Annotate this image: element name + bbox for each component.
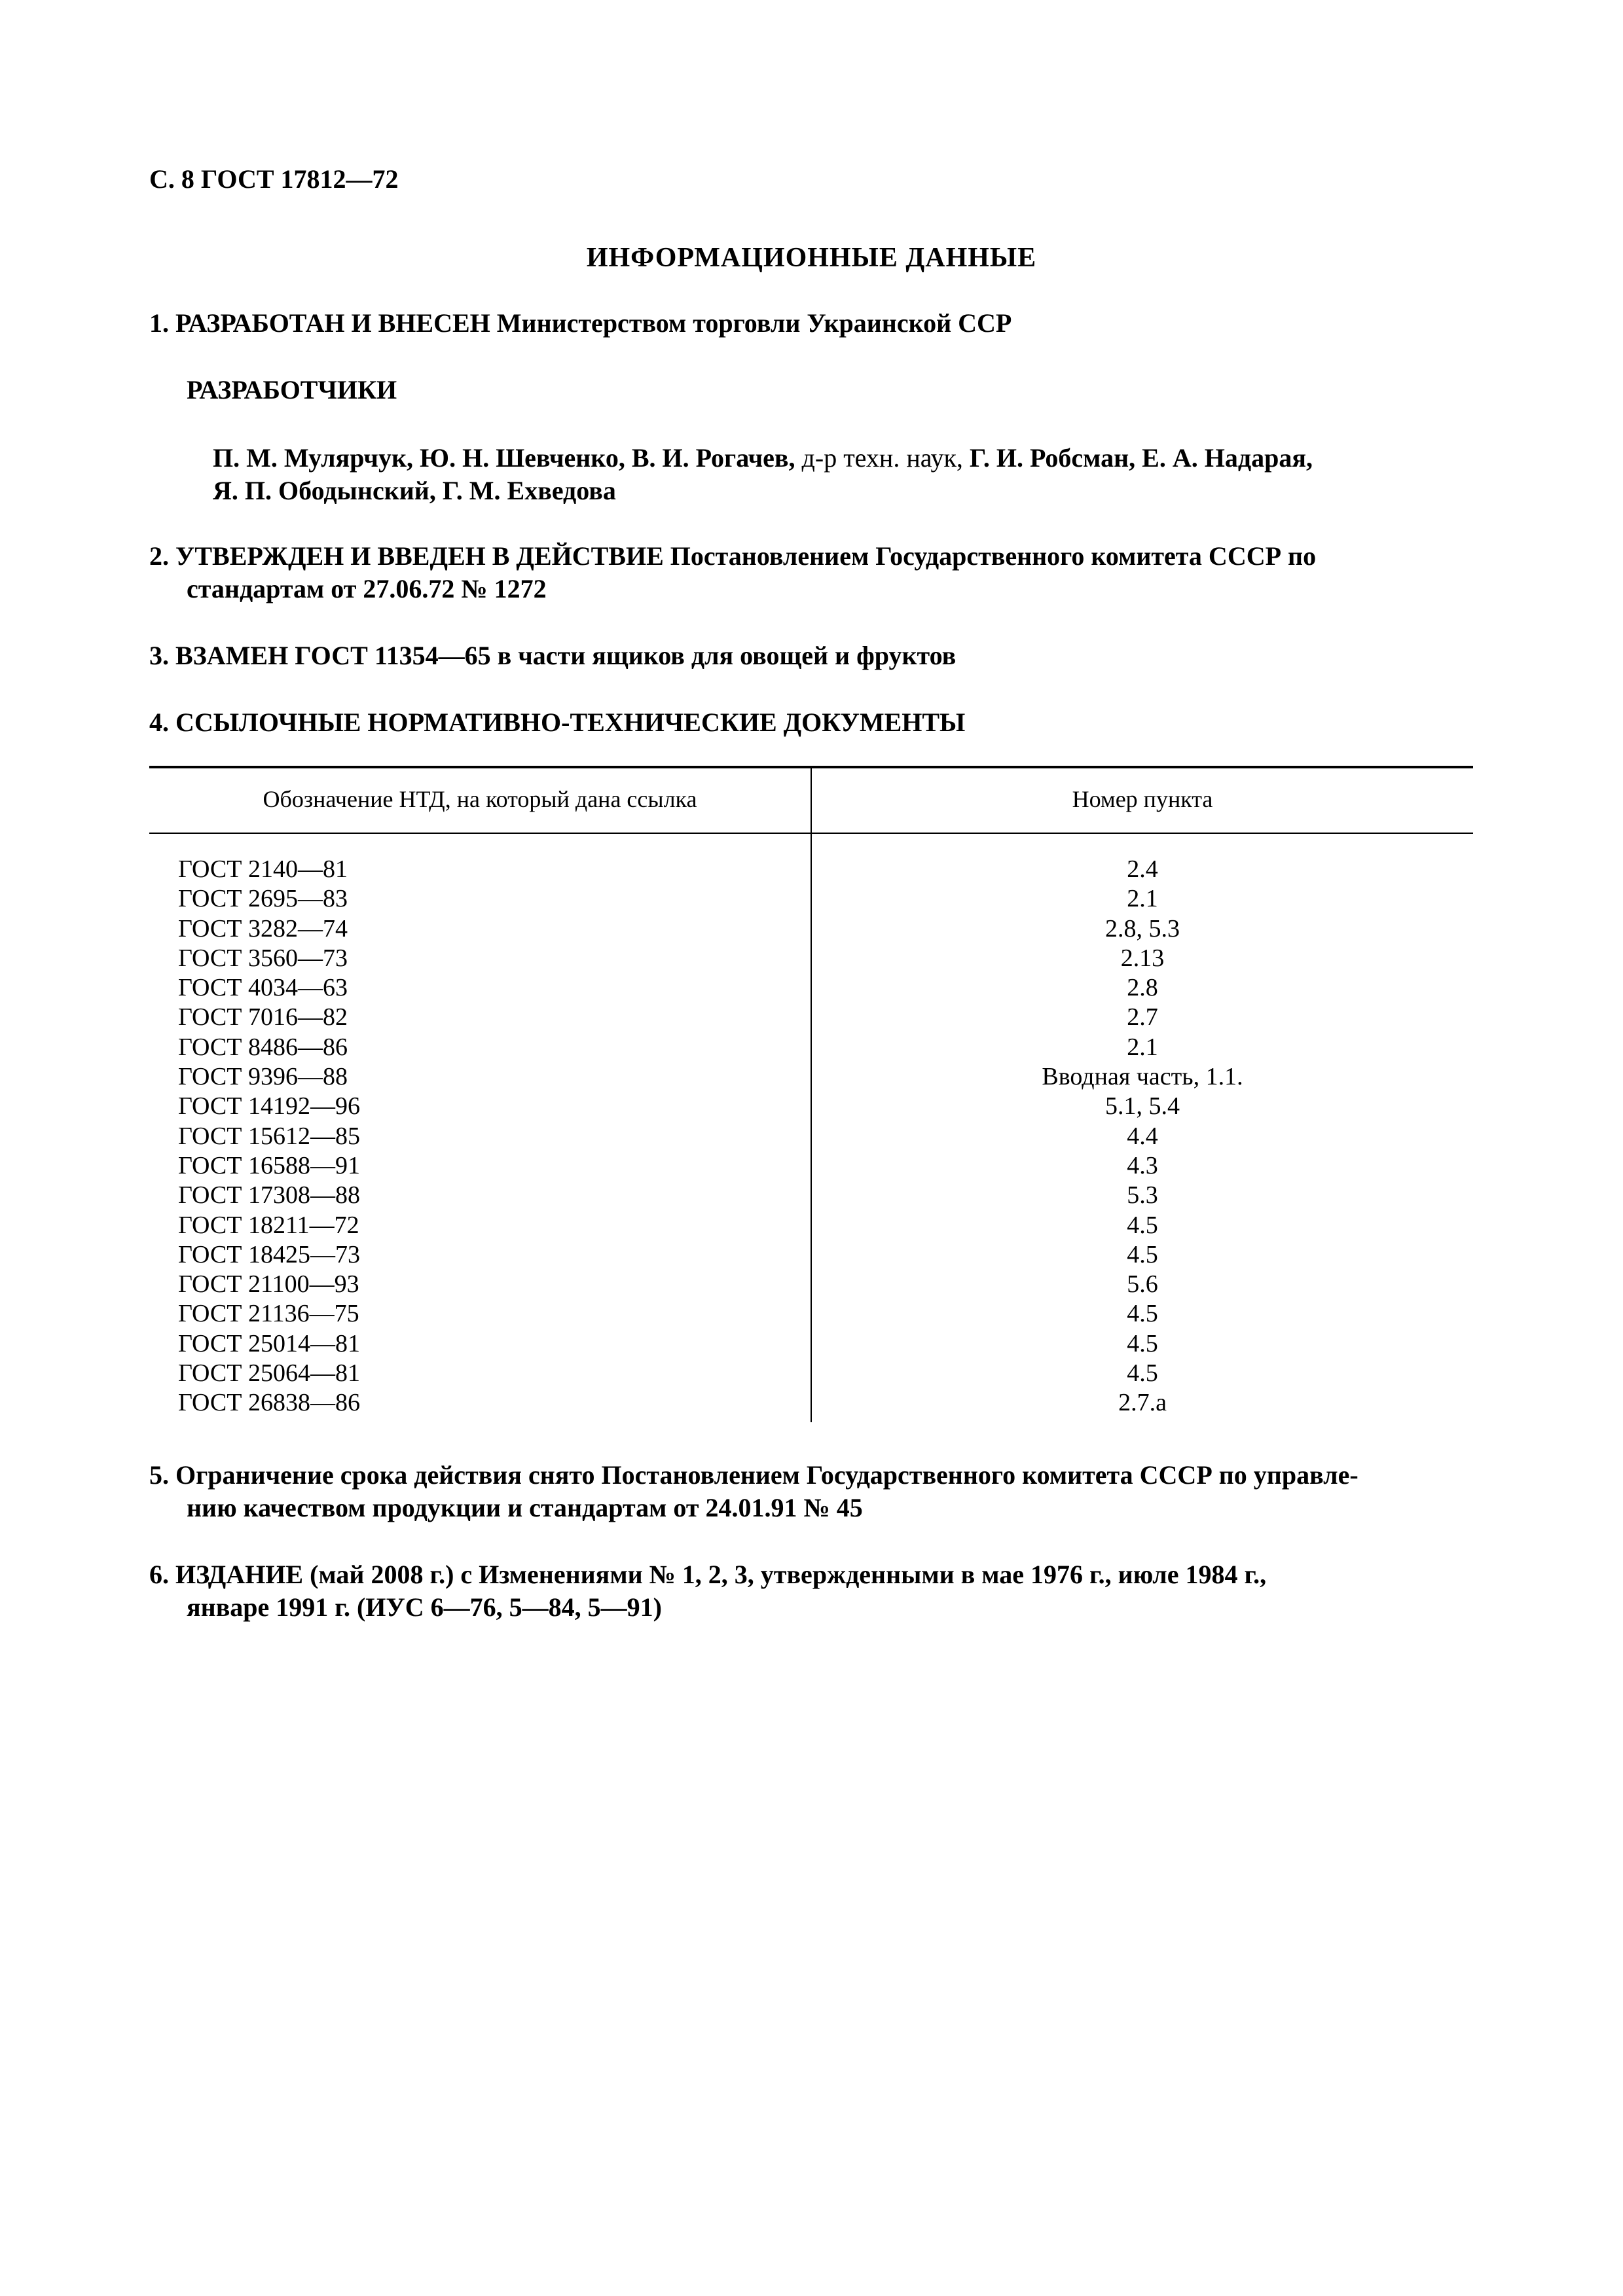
table-row	[0, 1211, 1623, 1240]
table-cell-item: 4.4	[1127, 1122, 1158, 1150]
table-cell-item: 5.1, 5.4	[1105, 1092, 1180, 1121]
developers-degree: д-р техн. наук,	[795, 443, 963, 473]
section-2-line-1: 2. УТВЕРЖДЕН И ВВЕДЕН В ДЕЙСТВИЕ Постановлением Государственного комитета СССР по	[149, 541, 1317, 571]
table-cell-doc: ГОСТ 2695—83	[178, 885, 348, 913]
table-row	[0, 914, 1623, 944]
section-1-developers-line-2: Я. П. Ободынский, Г. М. Ехведова	[213, 476, 616, 505]
table-cell-item: 2.4	[1127, 855, 1158, 883]
section-1-developers-line-1	[213, 442, 1313, 473]
table-row	[0, 1092, 1623, 1121]
table-cell-item: 5.3	[1127, 1181, 1158, 1210]
section-1-developers-heading: РАЗРАБОТЧИКИ	[187, 375, 397, 404]
table-cell-doc: ГОСТ 4034—63	[178, 974, 348, 1002]
section-5-line-2: нию качеством продукции и стандартам от 24.01.91 № 45	[187, 1493, 863, 1522]
table-cell-doc: ГОСТ 15612—85	[178, 1122, 360, 1150]
table-cell-doc: ГОСТ 18425—73	[178, 1240, 360, 1268]
table-cell-item: 4.5	[1127, 1300, 1158, 1328]
section-5-line-1: 5. Ограничение срока действия снято Постановлением Государственного комитета СССР по управле-	[149, 1460, 1359, 1490]
reference-table-body	[0, 855, 1623, 1418]
section-4-line: 4. ССЫЛОЧНЫЕ НОРМАТИВНО-ТЕХНИЧЕСКИЕ ДОКУМЕНТЫ	[149, 708, 966, 737]
table-cell-item: 4.3	[1127, 1151, 1158, 1179]
section-2-line-2: стандартам от 27.06.72 № 1272	[187, 574, 547, 603]
table-cell-doc: ГОСТ 21100—93	[178, 1270, 359, 1299]
table-cell-doc: ГОСТ 25064—81	[178, 1359, 360, 1388]
table-row	[0, 973, 1623, 1003]
table-cell-doc: ГОСТ 8486—86	[178, 1033, 348, 1061]
table-row	[0, 1388, 1623, 1418]
table-cell-doc: ГОСТ 21136—75	[178, 1300, 359, 1328]
table-cell-item: 2.1	[1127, 1033, 1158, 1061]
table-cell-item: 2.7.а	[1118, 1389, 1167, 1417]
table-header-item: Номер пункта	[1072, 786, 1213, 812]
table-cell-item: Вводная часть, 1.1.	[1042, 1063, 1243, 1091]
table-cell-doc: ГОСТ 7016—82	[178, 1003, 348, 1031]
table-cell-doc: ГОСТ 17308—88	[178, 1181, 360, 1210]
table-cell-item: 4.5	[1127, 1240, 1158, 1268]
table-cell-doc: ГОСТ 18211—72	[178, 1211, 359, 1239]
table-cell-doc: ГОСТ 16588—91	[178, 1151, 360, 1179]
page-header: С. 8 ГОСТ 17812—72	[149, 164, 399, 194]
table-cell-doc: ГОСТ 25014—81	[178, 1329, 360, 1357]
table-row	[0, 1270, 1623, 1299]
table-cell-item: 4.5	[1127, 1359, 1158, 1388]
table-cell-doc: ГОСТ 2140—81	[178, 855, 348, 883]
table-row	[0, 1003, 1623, 1032]
table-header-doc: Обозначение НТД, на который дана ссылка	[263, 786, 697, 812]
table-row	[0, 1062, 1623, 1092]
table-row	[0, 1151, 1623, 1181]
table-cell-item: 5.6	[1127, 1270, 1158, 1299]
table-cell-item: 2.1	[1127, 885, 1158, 913]
page-title: ИНФОРМАЦИОННЫЕ ДАННЫЕ	[586, 243, 1037, 273]
table-cell-item: 4.5	[1127, 1211, 1158, 1239]
table-row	[0, 1240, 1623, 1270]
table-cell-item: 2.13	[1120, 944, 1165, 972]
section-1-line: 1. РАЗРАБОТАН И ВНЕСЕН Министерством торговли Украинской ССР	[149, 308, 1012, 338]
developers-names-a: П. М. Мулярчук, Ю. Н. Шевченко, В. И. Рогачев,	[213, 443, 795, 473]
table-row	[0, 1181, 1623, 1210]
table-cell-item: 4.5	[1127, 1329, 1158, 1357]
table-cell-doc: ГОСТ 3282—74	[178, 914, 348, 942]
table-row	[0, 1329, 1623, 1359]
table-cell-item: 2.8, 5.3	[1105, 914, 1180, 942]
table-row	[0, 884, 1623, 914]
table-row	[0, 855, 1623, 884]
table-cell-item: 2.8	[1127, 974, 1158, 1002]
table-row	[0, 1033, 1623, 1062]
table-cell-item: 2.7	[1127, 1003, 1158, 1031]
table-cell-doc: ГОСТ 26838—86	[178, 1389, 360, 1417]
table-cell-doc: ГОСТ 14192—96	[178, 1092, 360, 1121]
table-row	[0, 1359, 1623, 1388]
table-cell-doc: ГОСТ 3560—73	[178, 944, 348, 972]
table-cell-doc: ГОСТ 9396—88	[178, 1063, 348, 1091]
table-row	[0, 944, 1623, 973]
section-6-line-2: январе 1991 г. (ИУС 6—76, 5—84, 5—91)	[187, 1592, 662, 1622]
section-6-line-1: 6. ИЗДАНИЕ (май 2008 г.) с Изменениями № 1, 2, 3, утвержденными в мае 1976 г., июле 1984 г.,	[149, 1560, 1267, 1589]
developers-names-b: Г. И. Робсман, Е. А. Надарая,	[962, 443, 1313, 473]
table-row	[0, 1122, 1623, 1151]
table-row	[0, 1299, 1623, 1329]
section-3-line: 3. ВЗАМЕН ГОСТ 11354—65 в части ящиков для овощей и фруктов	[149, 641, 957, 670]
